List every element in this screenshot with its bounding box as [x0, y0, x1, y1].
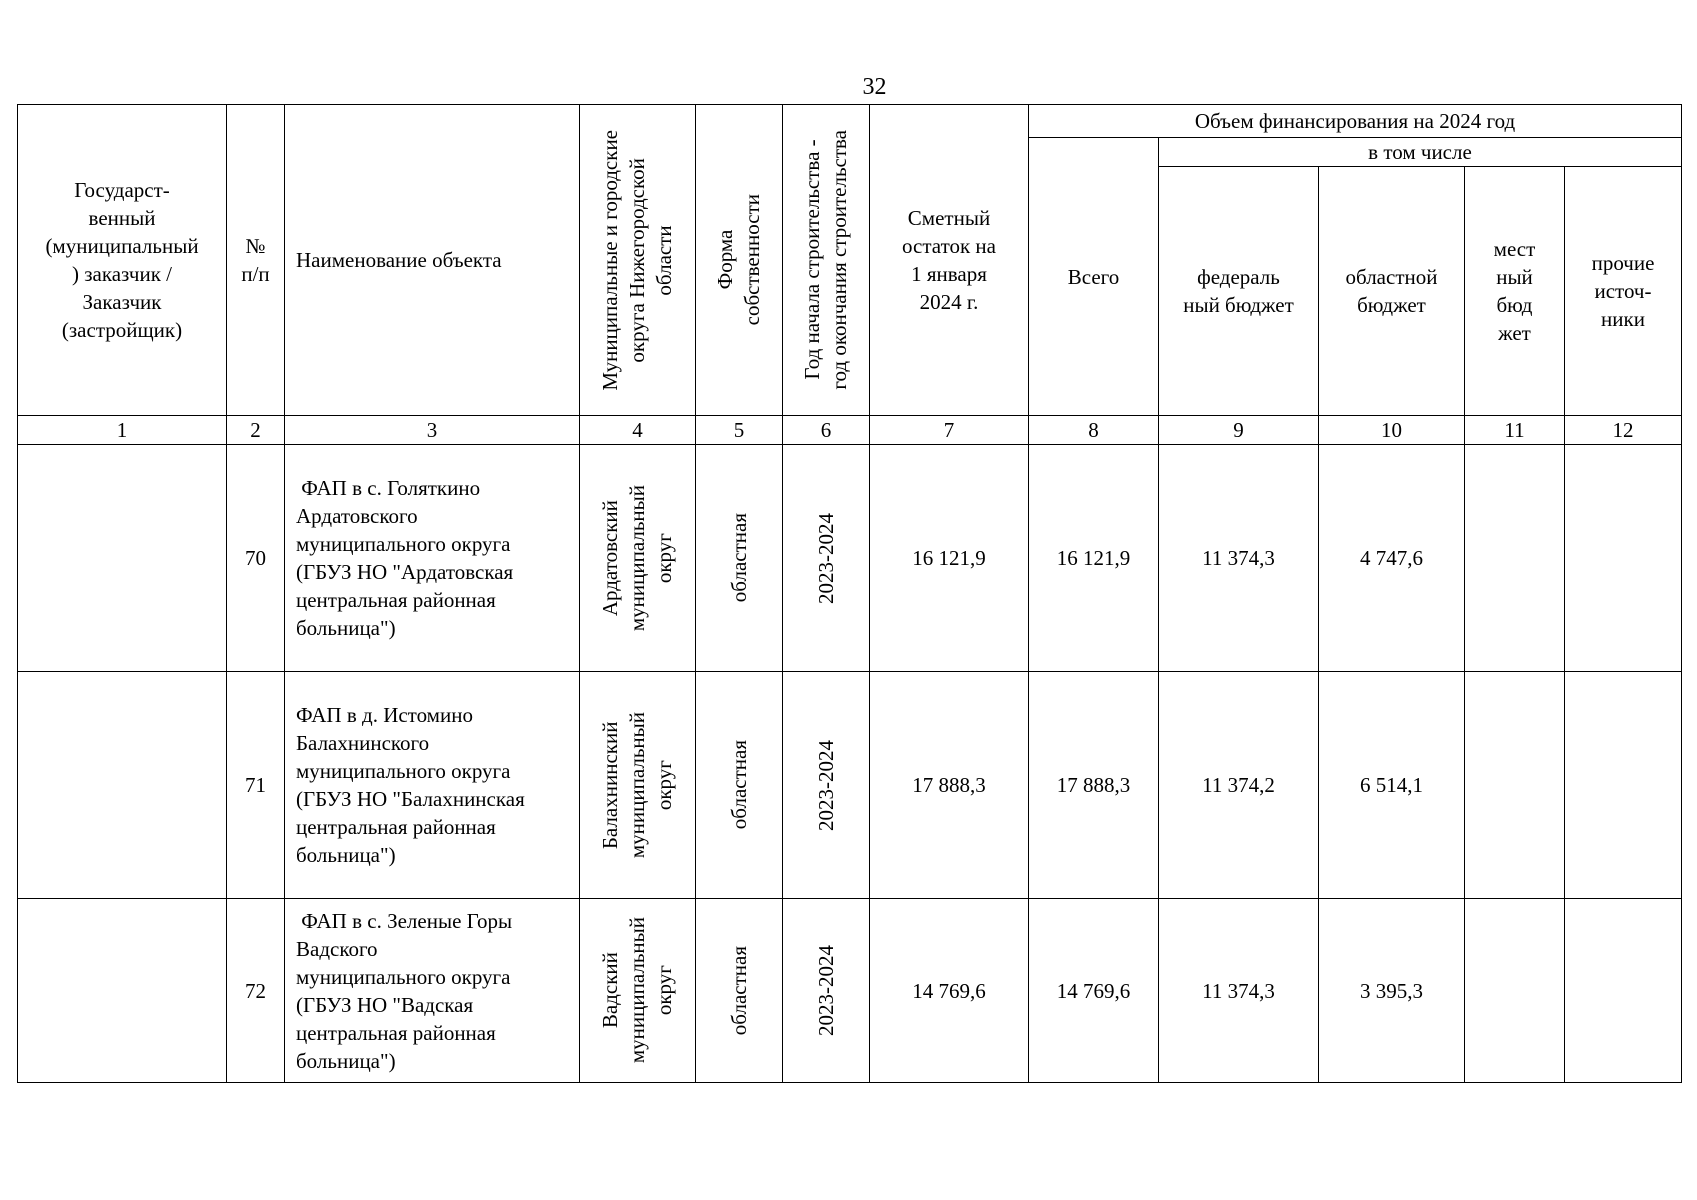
header-municipality: Муниципальные и городские округа Нижегородской области [580, 105, 696, 416]
column-number-row [18, 416, 1682, 445]
column-number: 4 [580, 416, 696, 445]
header-object-name: Наименование объекта [285, 105, 580, 416]
header-years: Год начала строительства - год окончания строительства [783, 105, 870, 416]
header-number: № п/п [227, 105, 285, 416]
header-other: прочие источ- ники [1565, 167, 1682, 416]
cell-ownership: областная [696, 672, 783, 899]
cell-number: 70 [227, 445, 285, 672]
cell-total: 17 888,3 [1029, 672, 1159, 899]
cell-municipality: Ардатовский муниципальный округ [580, 445, 696, 672]
header-customer-text: Государст- венный (муниципальный ) заказчик / Заказчик (застройщик) [45, 178, 199, 342]
cell-municipality: Балахнинский муниципальный округ [580, 672, 696, 899]
cell-federal: 11 374,2 [1159, 672, 1319, 899]
cell-local [1465, 445, 1565, 672]
cell-regional: 3 395,3 [1319, 899, 1465, 1083]
column-number: 7 [870, 416, 1029, 445]
table-row [18, 445, 1682, 672]
cell-estimate: 14 769,6 [870, 899, 1029, 1083]
header-including: в том числе [1159, 138, 1682, 167]
cell-estimate: 16 121,9 [870, 445, 1029, 672]
page-number: 32 [862, 74, 887, 100]
cell-other [1565, 672, 1682, 899]
header-customer [18, 105, 227, 416]
cell-local [1465, 672, 1565, 899]
cell-total: 14 769,6 [1029, 899, 1159, 1083]
cell-number: 72 [227, 899, 285, 1083]
cell-other [1565, 899, 1682, 1083]
column-number: 5 [696, 416, 783, 445]
column-number: 10 [1319, 416, 1465, 445]
header-financing-group: Объем финансирования на 2024 год [1029, 105, 1682, 138]
column-number: 1 [18, 416, 227, 445]
cell-municipality: Вадский муниципальный округ [580, 899, 696, 1083]
column-number: 8 [1029, 416, 1159, 445]
column-number: 11 [1465, 416, 1565, 445]
cell-years: 2023-2024 [783, 672, 870, 899]
table-row [18, 672, 1682, 899]
cell-object-name: ФАП в д. Истомино Балахнинского муниципального округа (ГБУЗ НО "Балахнинская центральная районная больница") [285, 672, 580, 899]
cell-ownership: областная [696, 445, 783, 672]
cell-customer [18, 899, 227, 1083]
column-number: 2 [227, 416, 285, 445]
cell-customer [18, 672, 227, 899]
cell-object-name: ФАП в с. Голяткино Ардатовского муниципального округа (ГБУЗ НО "Ардатовская центральная районная больница") [285, 445, 580, 672]
cell-federal: 11 374,3 [1159, 899, 1319, 1083]
column-number: 6 [783, 416, 870, 445]
cell-total: 16 121,9 [1029, 445, 1159, 672]
cell-years: 2023-2024 [783, 445, 870, 672]
header-ownership: Форма собственности [696, 105, 783, 416]
cell-object-name: ФАП в с. Зеленые Горы Вадского муниципального округа (ГБУЗ НО "Вадская центральная районная больница") [285, 899, 580, 1083]
column-number: 9 [1159, 416, 1319, 445]
column-number: 3 [285, 416, 580, 445]
header-local: мест ный бюд жет [1465, 167, 1565, 416]
cell-other [1565, 445, 1682, 672]
header-federal: федераль ный бюджет [1159, 167, 1319, 416]
table-row [18, 899, 1682, 1083]
cell-ownership: областная [696, 899, 783, 1083]
cell-regional: 4 747,6 [1319, 445, 1465, 672]
header-total: Всего [1029, 138, 1159, 416]
cell-years: 2023-2024 [783, 899, 870, 1083]
cell-estimate: 17 888,3 [870, 672, 1029, 899]
column-number: 12 [1565, 416, 1682, 445]
cell-number: 71 [227, 672, 285, 899]
financing-table [17, 104, 1682, 1083]
cell-regional: 6 514,1 [1319, 672, 1465, 899]
cell-federal: 11 374,3 [1159, 445, 1319, 672]
header-regional: областной бюджет [1319, 167, 1465, 416]
cell-local [1465, 899, 1565, 1083]
cell-customer [18, 445, 227, 672]
header-estimate-balance: Сметный остаток на 1 января 2024 г. [870, 105, 1029, 416]
